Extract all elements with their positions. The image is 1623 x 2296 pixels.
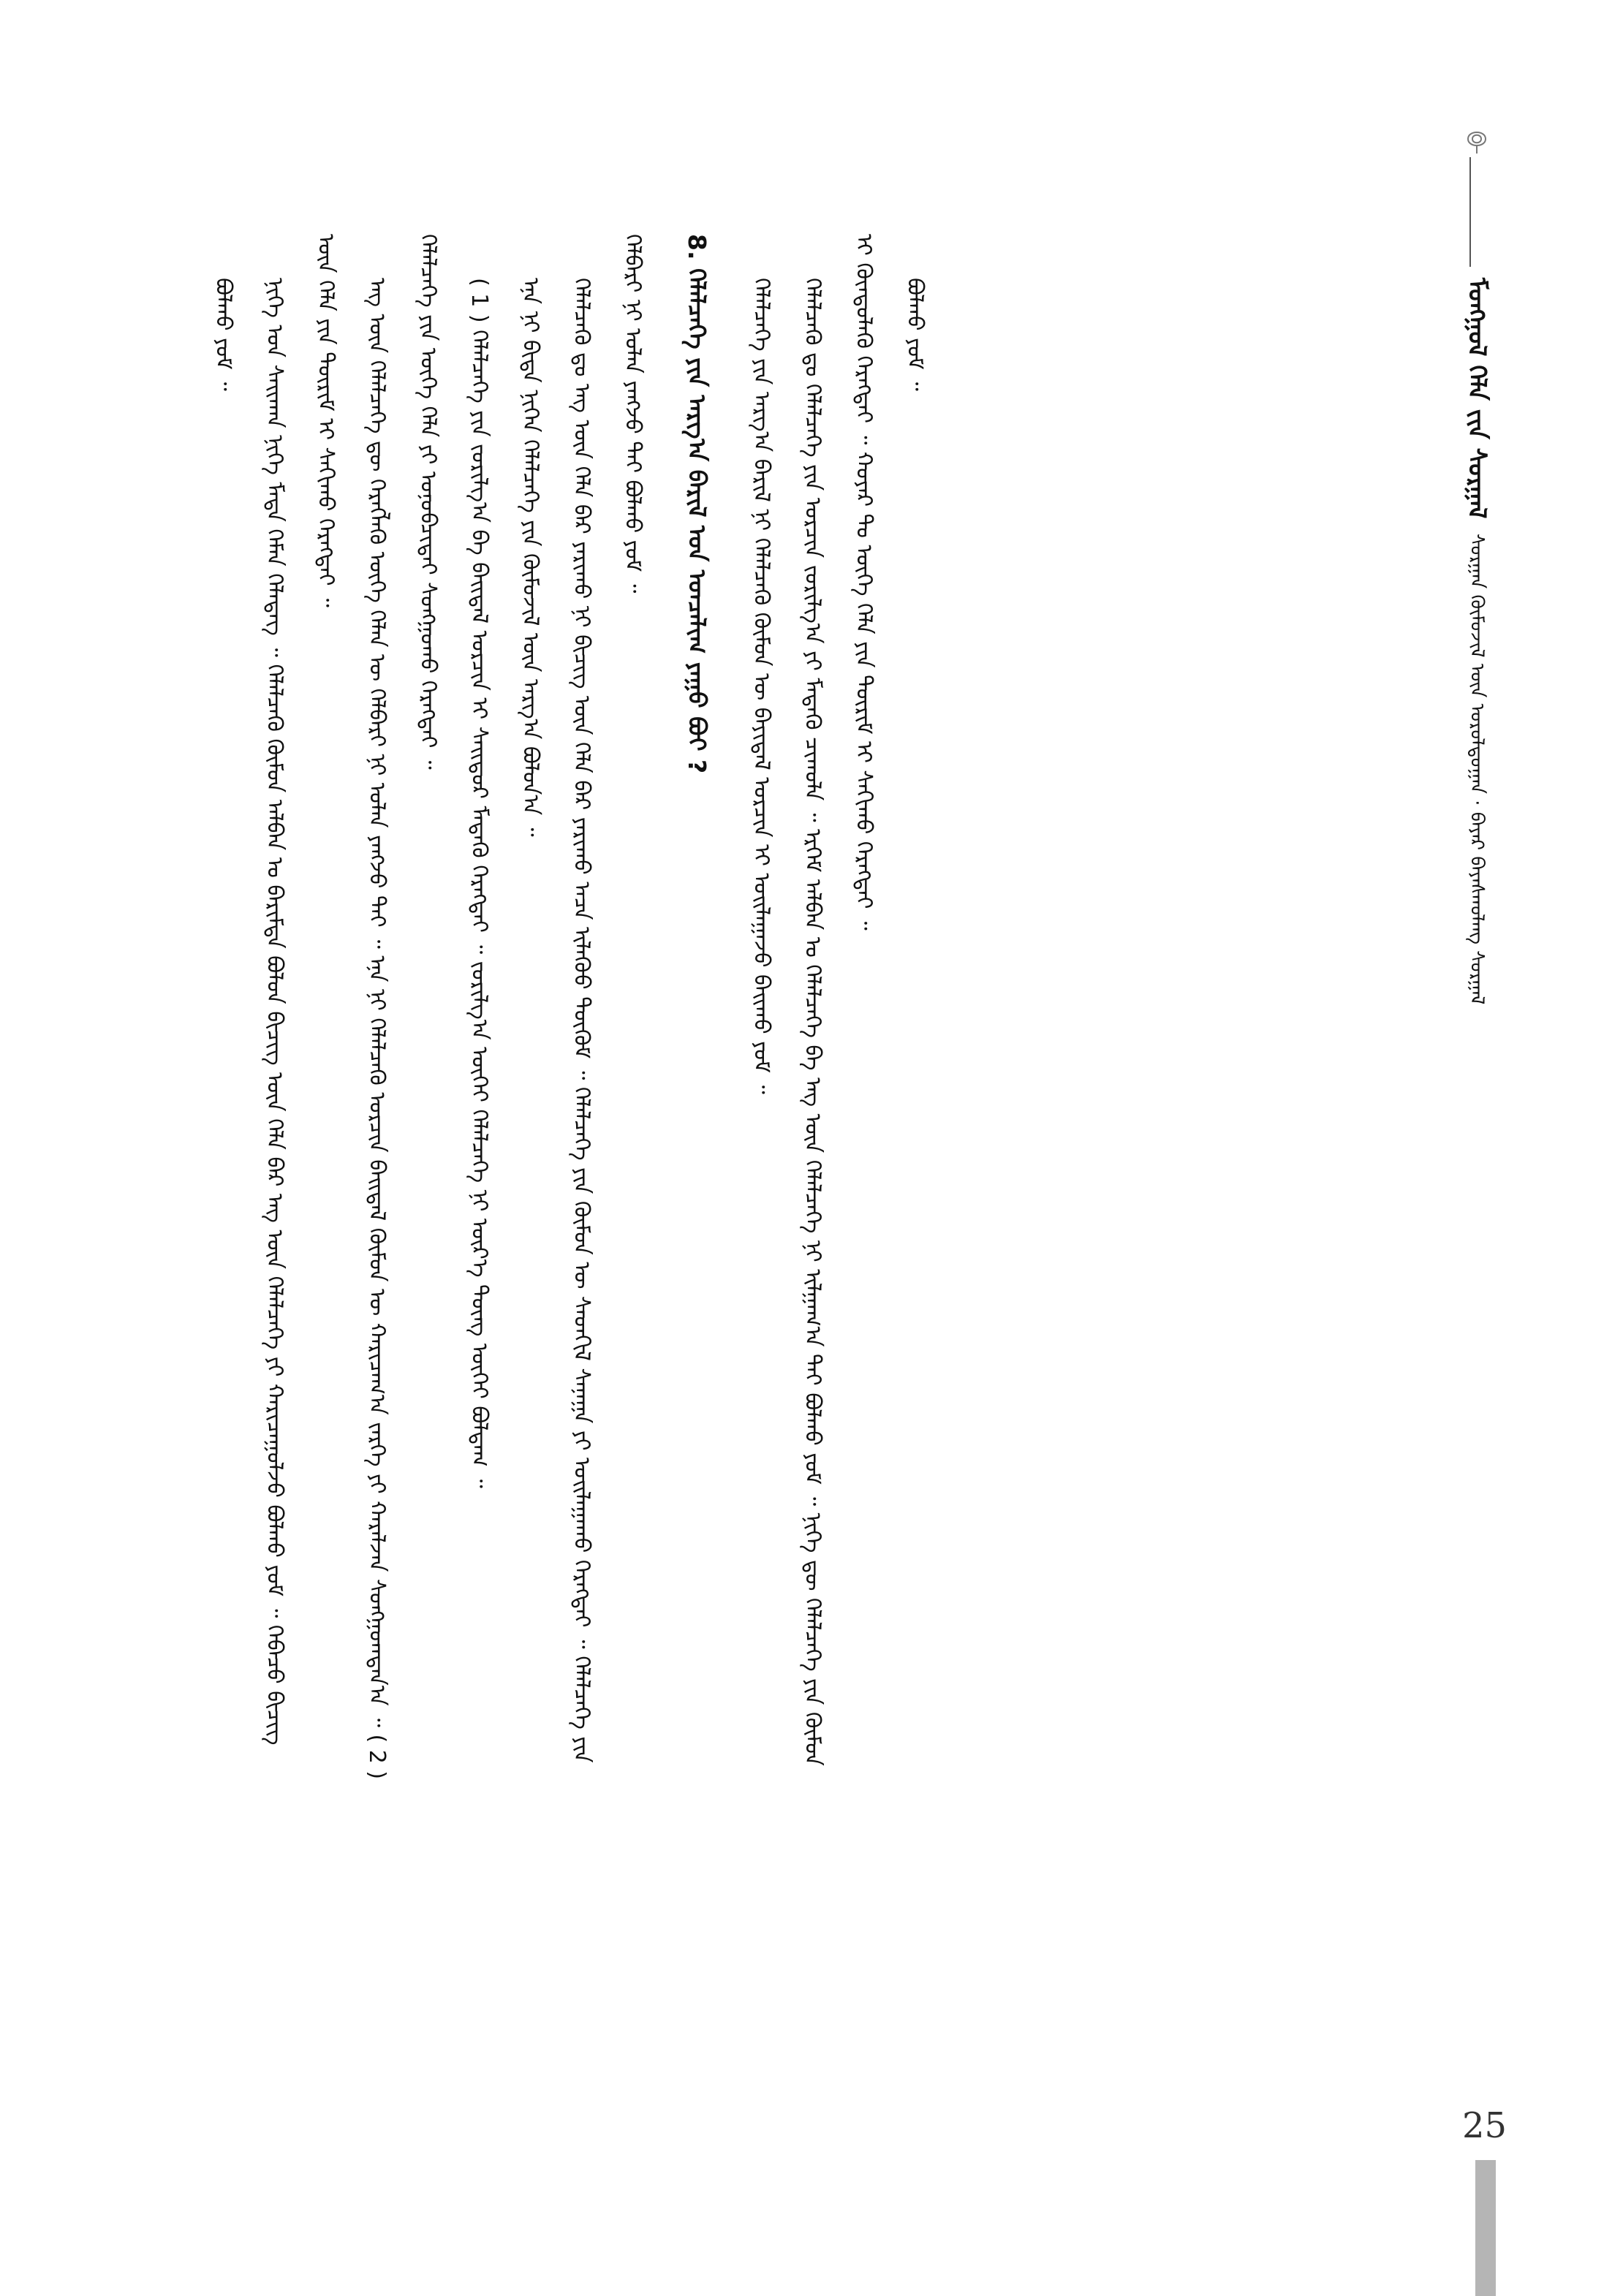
header-ornament-icon bbox=[1462, 124, 1491, 154]
section-heading bbox=[658, 234, 735, 1791]
paragraph: ᠬᠡᠯᠡᠯᠴᠡᠭᠡ ᠶᠢᠨ ᠠᠷᠭ᠎ᠠ ᠪᠠᠷᠢᠯ ᠨᠢ ᠬᠡᠯᠡᠯᠴᠡᠬᠦ ᠬᠥᠮᠦᠨ ᠦ ᠪᠠᠶᠢᠳᠠᠯ ᠣᠷᠴᠢᠨ ᠢ ᠣᠢᠯᠠᠭᠠᠵᠤ ᠪᠠᠢᠬᠤ ᠶᠤᠮ ᠃ bbox=[749, 278, 774, 1094]
paragraph: ᠨᠢᠭᠡ ᠤᠨ ᠰᠠᠢᠬᠠᠨ ᠨᠢᠭᠡ ᠮᠡᠳᠡ ᠬᠡᠮᠡᠨ ᠬᠡᠯᠡᠳᠡᠭ ᠃ ᠬᠡᠯᠡᠯᠴᠡᠬᠦ ᠬᠥᠮᠦᠨ ᠠᠯᠪᠠᠨ ᠤ ᠪᠠᠷᠢᠮᠲᠠ ᠪᠣᠯᠤᠨ ᠪᠢᠴᠢᠭ ᠦᠨ ᠬᠡᠯᠡ ᠪᠡᠷ ᠡᠩ ᠦᠨ ᠬᠡᠯᠡᠯᠴᠡᠭᠡ ᠶᠢ ᠬᠠᠷᠢᠴᠠᠭᠤᠯᠵᠤ ᠪᠣᠯᠬᠤ ᠶᠤᠮ ᠃ ᠭᠡᠪᠡᠴᠦ ᠪᠢᠴᠢᠭ ᠦᠨ ᠬᠡᠯᠡ ᠶᠢᠨ ᠳᠦᠷᠢᠮ ᠢ ᠰᠠᠬᠢᠬᠤ ᠬᠡᠷᠡᠭᠲᠡᠢ ᠃ bbox=[262, 234, 338, 1746]
paragraph: ᠪᠣᠯᠬᠤ ᠶᠤᠮ ᠃ bbox=[211, 278, 236, 391]
paragraph: ᠡᠩ ᠦᠨ ᠬᠡᠯᠡᠯᠴᠡᠭᠡ ᠳᠦ ᠬᠡᠷᠡᠭᠯᠡᠬᠦ ᠦᠭᠡ ᠬᠡᠯᠡᠨ ᠦ ᠬᠡᠯᠪᠡᠷᠢ ᠨᠢ ᠣᠯᠠᠨ ᠶᠠᠩᠵᠤ ᠲᠠᠢ ᠃ ᠡᠨᠡ ᠨᠢ ᠬᠡᠯᠡᠯᠴᠡᠬᠦ ᠣᠷᠴᠢᠨ ᠪᠠᠢᠳᠠᠯ ᠬᠥᠮᠦᠨ ᠦ ᠬᠠᠷᠢᠴᠠᠭ᠎ᠠ ᠵᠡᠷᠭᠡ ᠶᠢ ᠬᠠᠷᠠᠯᠵᠠᠨ ᠰᠣᠩᠭᠣᠭᠳᠠᠨ᠎ᠠ ᠃ ( 2 ) ᠬᠡᠯᠡᠯᠴᠡᠭᠡ ᠶᠢᠨ ᠦᠭᠡ ᠬᠡᠯᠡ ᠶᠢ ᠣᠨᠣᠪᠴᠢᠲᠠᠢ ᠰᠣᠩᠭᠣᠬᠤ ᠬᠡᠷᠡᠭᠲᠡᠢ ᠃ bbox=[364, 234, 441, 1780]
header-subtitle: ᠰᠤᠷᠭᠠᠨ ᠬᠥᠮᠦᠵᠢᠯ ᠦᠨ ᠤᠷᠤᠯᠳᠤᠭᠠᠨ · ᠪᠠᠶᠠᠷ ᠪᠠᠶᠠᠰᠬᠤᠯᠠᠩ ᠰᠤᠷᠭᠠᠯ bbox=[1466, 534, 1488, 1005]
paragraph: ᠡᠨᠡ ᠨᠢ ᠪᠢᠳᠡ ᠨᠢᠭᠡᠨ ᠬᠡᠯᠡᠯᠴᠡᠭᠡ ᠶᠢᠨ ᠬᠥᠮᠦᠵᠢᠯ ᠦᠨ ᠠᠷᠭ᠎ᠠ ᠪᠣᠯᠤᠨ᠎ᠠ ᠃ bbox=[518, 278, 543, 837]
paragraph: ᠬᠡᠯᠡᠯᠴᠡᠬᠦ ᠳᠤ ᠡᠩ ᠦᠨ ᠬᠡᠯᠡ ᠪᠡᠷ ᠶᠠᠷᠢᠬᠤ ᠨᠢ ᠪᠢᠴᠢᠭ ᠦᠨ ᠬᠡᠯᠡ ᠪᠡᠷ ᠶᠠᠷᠢᠬᠤ ᠠᠴᠠ ᠢᠯᠡᠭᠦᠦ ᠳᠥᠬᠦᠮ ᠃ ᠬᠡᠯᠡᠯᠴᠡᠭᠡ ᠶᠢᠨ ᠬᠥᠮᠦᠨ ᠦ ᠰᠡᠳᠬᠢᠯ ᠰᠠᠨᠠᠭᠠ ᠶᠢ ᠣᠢᠯᠠᠭᠠᠬᠤ ᠬᠡᠷᠡᠭᠲᠡᠢ ᠃ ᠬᠡᠯᠡᠯᠴᠡᠭᠡ ᠶᠢᠨ ᠬᠡᠯᠪᠡᠷᠢ ᠨᠢ ᠣᠯᠠᠨ ᠶᠠᠩᠵᠤ ᠲᠠᠢ ᠪᠣᠯᠬᠤ ᠶᠤᠮ ᠃ bbox=[569, 234, 646, 1763]
paragraph: ᠪᠣᠯᠬᠤ ᠶᠤᠮ ᠃ bbox=[902, 278, 928, 391]
header-rule bbox=[1469, 157, 1471, 267]
paragraph: ᠬᠡᠯᠡᠯᠴᠡᠬᠦ ᠳᠤ ᠬᠡᠯᠡᠯᠴᠡᠭᠡ ᠶᠢᠨ ᠣᠷᠴᠢᠨ ᠵᠣᠷᠢᠯᠭ᠎ᠠ ᠶᠢ ᠮᠡᠳᠡᠬᠦ ᠴᠢᠬᠤᠯᠠ ᠃ ᠡᠷᠭᠡᠮ ᠠᠯᠪᠠᠨ ᠤ ᠬᠡᠯᠡᠯᠴᠡᠭᠡ ᠪᠠ ᠡᠩ ᠦᠨ ᠬᠡᠯᠡᠯᠴᠡᠭᠡ ᠨᠢ ᠢᠯᠭᠠᠭ᠎ᠠ ᠲᠠᠢ ᠪᠣᠯᠬᠤ ᠶᠤᠮ ᠃ ᠨᠢᠭᠡ ᠳᠦ ᠬᠡᠯᠡᠯᠴᠡᠭᠡ ᠶᠢᠨ ᠬᠥᠮᠦᠨ ᠢ ᠬᠦᠨᠳᠦᠯᠡᠬᠦ ᠬᠡᠷᠡᠭᠲᠡᠢ ᠃ ᠬᠣᠶᠠᠷ ᠲᠤ ᠦᠭᠡ ᠬᠡᠯᠡ ᠶᠢᠨ ᠳᠦᠷᠢᠮ ᠢ ᠰᠠᠬᠢᠬᠤ ᠬᠡᠷᠡᠭᠲᠡᠢ ᠃ bbox=[800, 234, 877, 1766]
running-header bbox=[1455, 278, 1491, 1005]
paragraph: ( 1 ) ᠬᠡᠯᠡᠯᠴᠡᠭᠡ ᠶᠢᠨ ᠵᠣᠷᠢᠯᠭ᠎ᠠ ᠪᠠ ᠪᠠᠢᠳᠠᠯ ᠣᠷᠴᠢᠨ ᠢ ᠰᠠᠢᠲᠤᠷ ᠮᠡᠳᠡᠬᠦ ᠬᠡᠷᠡᠭᠲᠡᠢ ᠃ ᠵᠣᠷᠢᠯᠭ᠎ᠠ ᠦᠭᠡᠢ ᠬᠡᠯᠡᠯᠴᠡᠭᠡ ᠨᠢ ᠦᠷ᠎ᠡ ᠳᠦᠩ ᠦᠭᠡᠢ ᠪᠣᠯᠳᠠᠭ ᠃ bbox=[466, 278, 492, 1488]
header-title: ᠮᠣᠩᠭᠣᠯ ᠬᠡᠯᠡ ᠵᠢᠨ ᠰᠤᠷᠭᠠᠯ bbox=[1462, 278, 1491, 519]
page-number: 25 bbox=[1462, 2105, 1507, 2146]
side-tab bbox=[1475, 2160, 1496, 2296]
section-number: 8. bbox=[683, 234, 711, 260]
body-text bbox=[197, 234, 1279, 1791]
section-heading-text: ᠬᠡᠯᠡᠯᠴᠡᠭᠡ ᠶᠢᠨ ᠠᠷᠭ᠎ᠠ ᠪᠠᠷᠢᠯ ᠤᠨ ᠣᠨᠴᠠᠯᠢᠭ ᠶᠠᠭᠤ ᠪᠤᠢ ? bbox=[683, 268, 711, 774]
